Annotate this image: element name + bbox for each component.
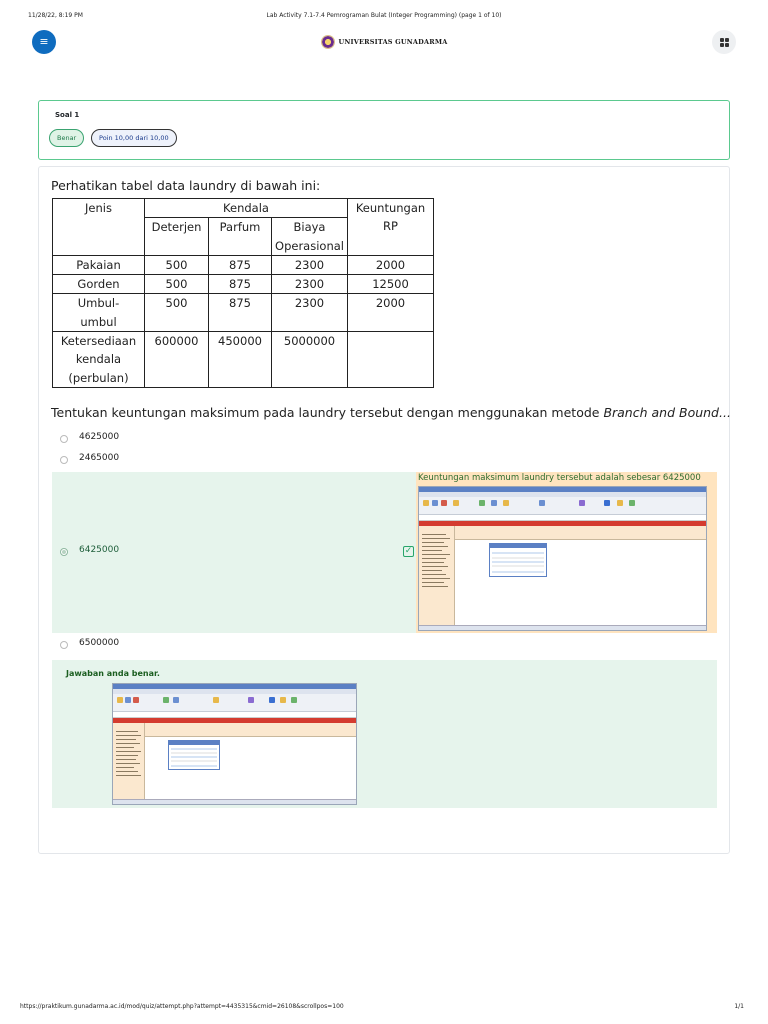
question-intro: Perhatikan tabel data laundry di bawah ini: — [51, 178, 321, 193]
question-info — [38, 100, 730, 160]
table-row — [53, 275, 434, 294]
grid-icon — [720, 38, 729, 47]
university-seal-icon — [321, 35, 335, 49]
question-prompt-emphasis: Branch and Bound... — [603, 405, 731, 420]
table-cell: 2300 — [272, 255, 348, 274]
software-window-image — [418, 486, 707, 631]
grade-badge: Poin 10,00 dari 10,00 — [91, 129, 177, 147]
print-header — [28, 12, 740, 22]
table-row — [53, 294, 434, 332]
option-label-3[interactable]: 6425000 — [79, 545, 120, 555]
table-cell: 600000 — [145, 332, 209, 388]
print-page-number: 1/1 — [734, 1003, 744, 1010]
table-cell: Umbul-umbul — [53, 294, 145, 332]
table-cell: 2300 — [272, 294, 348, 332]
table-header-cell: Jenis — [53, 199, 145, 256]
feedback-text: Jawaban anda benar. — [66, 669, 160, 678]
table-cell: 12500 — [348, 275, 434, 294]
status-badge: Benar — [49, 129, 84, 147]
site-logo[interactable] — [32, 34, 736, 50]
table-cell: Pakaian — [53, 255, 145, 274]
option-radio-1[interactable] — [60, 435, 68, 443]
course-index-button[interactable] — [712, 30, 736, 54]
laundry-data-table — [52, 198, 434, 388]
table-cell: Ketersediaan kendala (perbulan) — [53, 332, 145, 388]
table-row — [53, 199, 434, 218]
table-cell: Gorden — [53, 275, 145, 294]
option-radio-3[interactable] — [60, 548, 68, 556]
table-cell: 875 — [209, 294, 272, 332]
table-cell: 5000000 — [272, 332, 348, 388]
table-cell: 875 — [209, 255, 272, 274]
option-label-2[interactable]: 2465000 — [79, 453, 120, 463]
option-radio-2[interactable] — [60, 456, 68, 464]
table-header-cell: Keuntungan RP — [348, 199, 434, 256]
option-image-caption: Keuntungan maksimum laundry tersebut adalah sebesar 6425000 — [418, 473, 701, 483]
option-label-4[interactable]: 6500000 — [79, 638, 120, 648]
table-cell: 2300 — [272, 275, 348, 294]
feedback-screenshot-image — [112, 683, 357, 805]
print-title: Lab Activity 7.1-7.4 Pemrograman Bulat (Integer Programming) (page 1 of 10) — [266, 12, 502, 19]
table-header-cell: Kendala — [145, 199, 348, 218]
table-cell: 2000 — [348, 294, 434, 332]
table-row — [53, 332, 434, 388]
check-icon: ✓ — [404, 546, 413, 556]
table-cell: 500 — [145, 255, 209, 274]
table-cell: 2000 — [348, 255, 434, 274]
question-prompt-text: Tentukan keuntungan maksimum pada laundry tersebut dengan menggunakan metode — [51, 405, 604, 420]
hamburger-menu-icon[interactable]: ≡ — [32, 30, 56, 54]
table-cell: 875 — [209, 275, 272, 294]
print-footer — [20, 1003, 744, 1013]
print-url: https://praktikum.gunadarma.ac.id/mod/quiz/attempt.php?attempt=4435315&cmid=26108&scrollpos=100 — [20, 1003, 344, 1010]
table-cell: 500 — [145, 294, 209, 332]
table-row — [53, 255, 434, 274]
table-cell: 500 — [145, 275, 209, 294]
table-cell: 450000 — [209, 332, 272, 388]
option-label-1[interactable]: 4625000 — [79, 432, 120, 442]
table-header-cell: Biaya Operasional — [272, 218, 348, 256]
question-prompt — [51, 405, 731, 420]
table-header-cell: Deterjen — [145, 218, 209, 256]
table-header-cell: Parfum — [209, 218, 272, 256]
option-radio-4[interactable] — [60, 641, 68, 649]
print-datetime: 11/28/22, 8:19 PM — [28, 12, 83, 19]
logo-text: UNIVERSITAS GUNADARMA — [338, 38, 448, 46]
navbar — [32, 30, 736, 54]
question-number: Soal 1 — [55, 111, 80, 119]
option-screenshot-image — [416, 472, 717, 633]
feedback-box — [52, 660, 717, 808]
table-cell — [348, 332, 434, 388]
